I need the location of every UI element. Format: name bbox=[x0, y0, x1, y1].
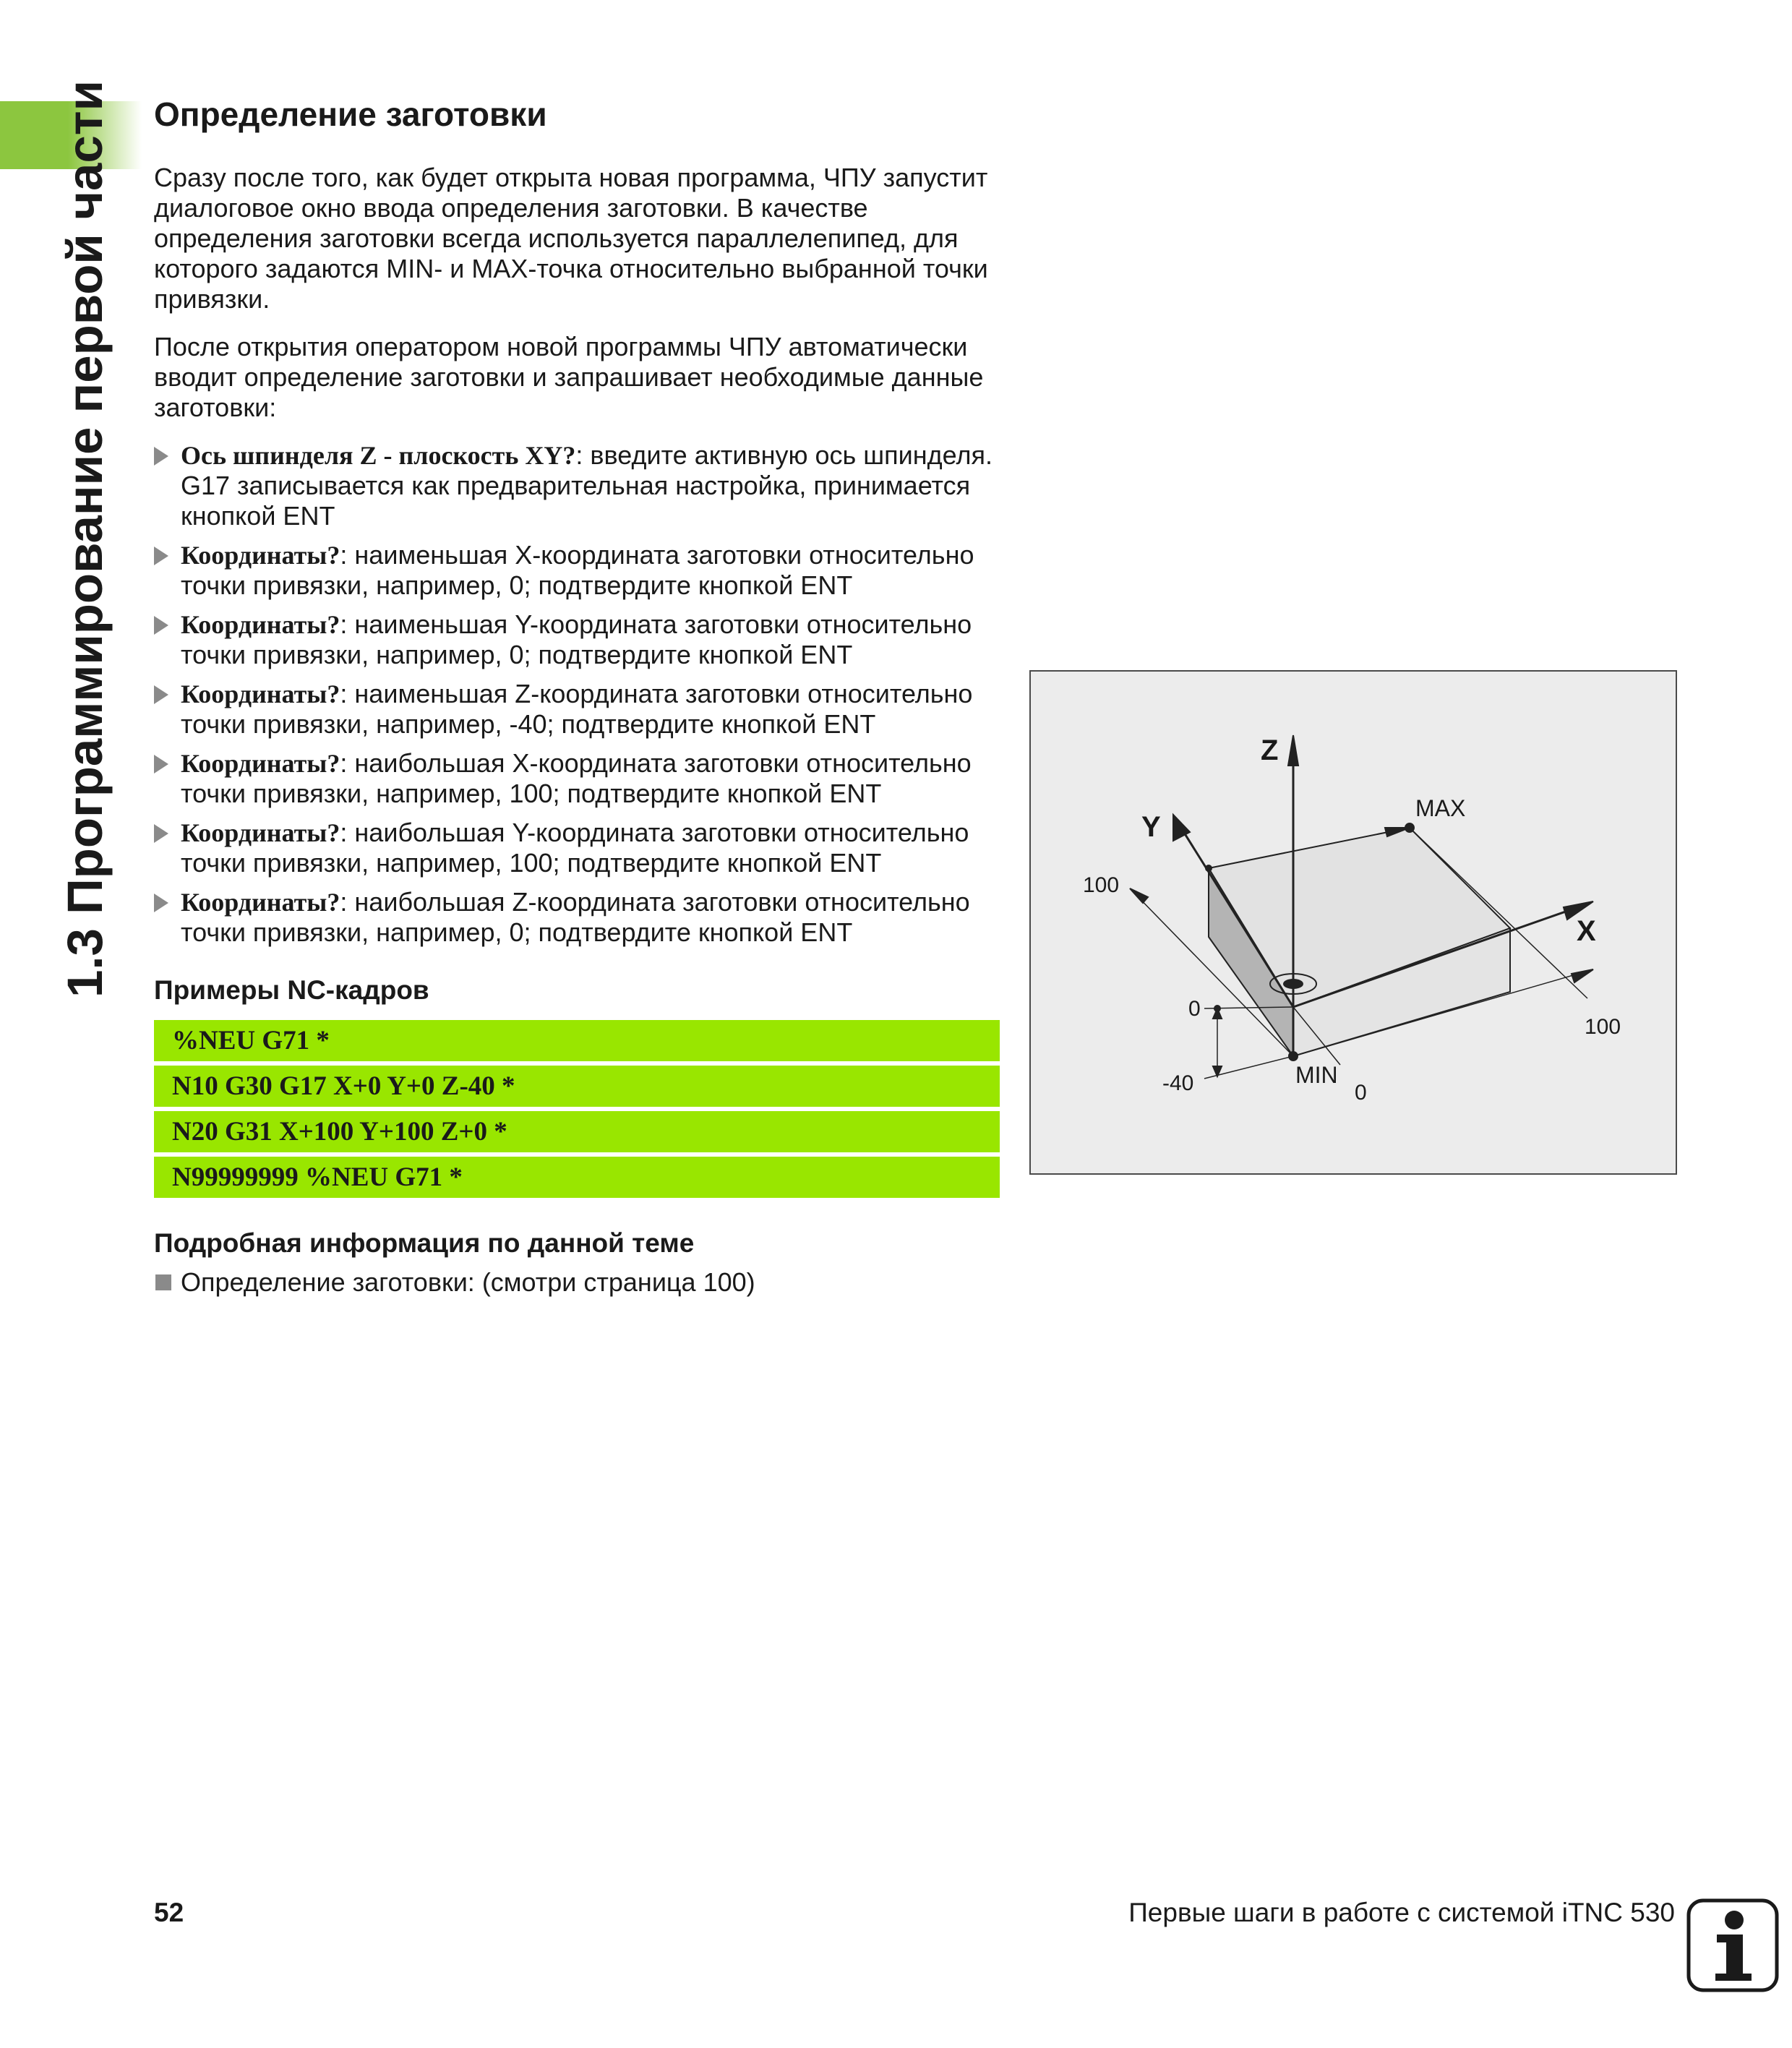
min-point bbox=[1289, 1052, 1298, 1061]
step-item bbox=[154, 887, 1000, 948]
step-item bbox=[154, 748, 1000, 809]
dialog-prompt: Координаты? bbox=[181, 680, 340, 708]
square-bullet-icon bbox=[155, 1274, 171, 1290]
dialog-prompt: Координаты? bbox=[181, 818, 340, 847]
section-heading: Определение заготовки bbox=[154, 95, 547, 133]
step-text: : введите активную ось шпинделя. G17 записывается как предварительная настройка, принимается кнопкой ENT bbox=[181, 440, 993, 531]
nc-block: N99999999 %NEU G71 * bbox=[154, 1157, 1000, 1198]
triangle-bullet-icon bbox=[154, 447, 168, 466]
z-label: Z bbox=[1261, 734, 1279, 766]
y100-arrow bbox=[1130, 888, 1148, 903]
y0-label: 0 bbox=[1188, 997, 1201, 1021]
triangle-bullet-icon bbox=[154, 547, 168, 565]
dialog-prompt: Координаты? bbox=[181, 888, 340, 917]
max-point bbox=[1405, 823, 1414, 832]
dialog-steps bbox=[154, 440, 1000, 948]
dialog-prompt: Ось шпинделя Z - плоскость XY? bbox=[181, 441, 576, 470]
x0-label: 0 bbox=[1355, 1081, 1367, 1105]
x-dim-arrow bbox=[1572, 969, 1593, 982]
nc-examples-title: Примеры NC-кадров bbox=[154, 975, 429, 1005]
triangle-bullet-icon bbox=[154, 755, 168, 774]
diagram-svg bbox=[1031, 672, 1676, 1173]
blank-form-diagram bbox=[1029, 670, 1677, 1175]
intro-paragraph: Сразу после того, как будет открыта новая программа, ЧПУ запустит диалоговое окно ввода определения заготовки. В качестве определения заготовки всегда используется параллелепипед, для которого задаются MIN- и MAX-точка относительно выбранной точки привязки. bbox=[154, 163, 988, 314]
z-arrow bbox=[1288, 735, 1298, 766]
chapter-title: 1.3 Программирование первой части bbox=[57, 80, 113, 998]
y100-label: 100 bbox=[1083, 873, 1120, 897]
triangle-bullet-icon bbox=[154, 824, 168, 843]
y-label: Y bbox=[1141, 811, 1161, 843]
triangle-bullet-icon bbox=[154, 685, 168, 704]
step-item bbox=[154, 679, 1000, 740]
step-text: : наименьшая X-координата заготовки относительно точки привязки, например, 0; подтвердите кнопкой ENT bbox=[181, 540, 974, 600]
info-icon bbox=[1686, 1898, 1779, 1992]
y0-point bbox=[1214, 1006, 1220, 1011]
y100-point bbox=[1206, 865, 1212, 871]
prompt-paragraph: После открытия оператором новой программы ЧПУ автоматически вводит определение заготовки и запрашивает необходимые данные заготовки: bbox=[154, 332, 984, 422]
step-item bbox=[154, 440, 1000, 531]
x100-label: 100 bbox=[1585, 1015, 1621, 1039]
nc-block: N10 G30 G17 X+0 Y+0 Z-40 * bbox=[154, 1066, 1000, 1107]
triangle-bullet-icon bbox=[154, 616, 168, 635]
step-text: : наименьшая Y-координата заготовки относительно точки привязки, например, 0; подтвердите кнопкой ENT bbox=[181, 609, 972, 669]
max-label: MAX bbox=[1415, 795, 1466, 821]
step-text: : наибольшая X-координата заготовки относительно точки привязки, например, 100; подтвердите кнопкой ENT bbox=[181, 748, 972, 808]
main-content bbox=[154, 90, 1000, 1298]
more-info-link[interactable] bbox=[154, 1267, 1000, 1298]
step-text: : наименьшая Z-координата заготовки относительно точки привязки, например, -40; подтвердите кнопкой ENT bbox=[181, 679, 973, 739]
triangle-bullet-icon bbox=[154, 894, 168, 912]
nc-block: %NEU G71 * bbox=[154, 1020, 1000, 1061]
step-text: : наибольшая Y-координата заготовки относительно точки привязки, например, 100; подтвердите кнопкой ENT bbox=[181, 818, 969, 878]
zm40-label: -40 bbox=[1162, 1071, 1194, 1095]
step-text: : наибольшая Z-координата заготовки относительно точки привязки, например, 0; подтвердите кнопкой ENT bbox=[181, 887, 970, 947]
more-info-title: Подробная информация по данной теме bbox=[154, 1228, 695, 1258]
x-label: X bbox=[1577, 915, 1596, 947]
step-item bbox=[154, 609, 1000, 670]
more-info-text: Определение заготовки: (смотри страница 100) bbox=[181, 1267, 755, 1297]
min-label: MIN bbox=[1295, 1062, 1338, 1088]
step-item bbox=[154, 818, 1000, 878]
dialog-prompt: Координаты? bbox=[181, 610, 340, 639]
step-item bbox=[154, 540, 1000, 601]
origin-ellipse-inner bbox=[1284, 980, 1303, 988]
dialog-prompt: Координаты? bbox=[181, 541, 340, 570]
page-number: 52 bbox=[154, 1898, 184, 1927]
nc-block: N20 G31 X+100 Y+100 Z+0 * bbox=[154, 1111, 1000, 1152]
dialog-prompt: Координаты? bbox=[181, 749, 340, 778]
footer-title: Первые шаги в работе с системой iTNC 530 bbox=[1128, 1898, 1675, 1927]
